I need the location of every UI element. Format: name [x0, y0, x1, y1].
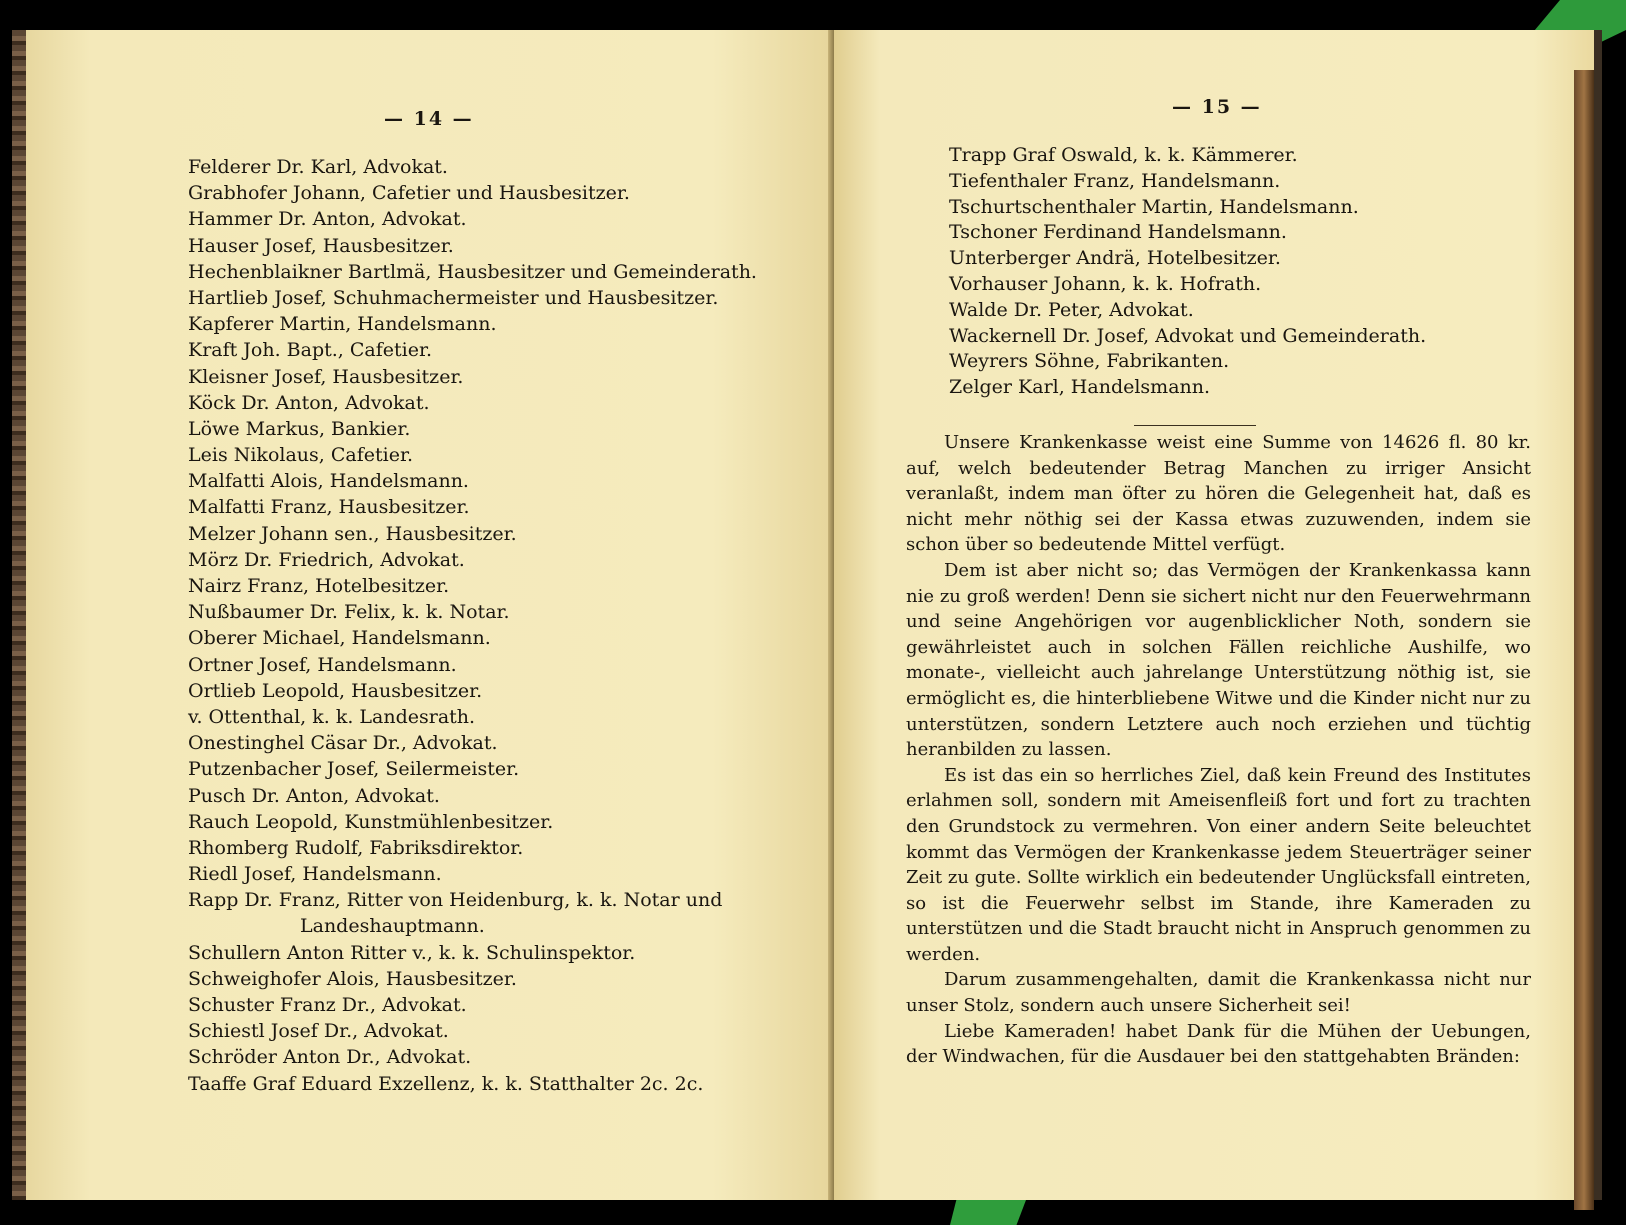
list-item: Rapp Dr. Franz, Ritter von Heidenburg, k. k. Notar und	[188, 889, 723, 912]
list-item: Nairz Franz, Hotelbesitzer.	[188, 575, 450, 597]
list-item: Trapp Graf Oswald, k. k. Kämmerer.	[949, 144, 1298, 166]
list-item: Hammer Dr. Anton, Advokat.	[188, 208, 467, 231]
list-item: Hartlieb Josef, Schuhmachermeister und Hausbesitzer.	[188, 286, 719, 309]
list-item: Tschurtschenthaler Martin, Handelsmann.	[949, 195, 1359, 218]
marbled-cover-edge	[12, 30, 26, 1200]
list-item: Riedl Josef, Handelsmann.	[188, 863, 442, 886]
right-page	[834, 30, 1594, 1200]
list-item: Walde Dr. Peter, Advokat.	[949, 298, 1194, 321]
list-item: Putzenbacher Josef, Seilermeister.	[188, 758, 520, 781]
list-item: Schröder Anton Dr., Advokat.	[188, 1046, 472, 1069]
list-item: Malfatti Franz, Hausbesitzer.	[188, 496, 470, 519]
list-item: Vorhauser Johann, k. k. Hofrath.	[949, 272, 1262, 295]
list-item: Felderer Dr. Karl, Advokat.	[188, 156, 448, 178]
list-item: Grabhofer Johann, Cafetier und Hausbesitzer.	[188, 182, 630, 205]
list-item: Leis Nikolaus, Cafetier.	[188, 444, 413, 467]
list-item: Weyrers Söhne, Fabrikanten.	[949, 350, 1230, 373]
list-item: Kraft Joh. Bapt., Cafetier.	[188, 339, 433, 362]
list-item: Schuster Franz Dr., Advokat.	[188, 994, 467, 1016]
list-item: Onestinghel Cäsar Dr., Advokat.	[188, 732, 498, 755]
list-item: Schullern Anton Ritter v., k. k. Schulinspektor.	[188, 941, 636, 964]
list-item: Zelger Karl, Handelsmann.	[949, 376, 1211, 399]
left-page	[26, 30, 834, 1200]
body-text	[906, 430, 1531, 1070]
paragraph: Unsere Krankenkasse weist eine Summe von 14626 fl. 80 kr. auf, welch bedeutender Betrag Manchen zu irriger Ansicht veranlaßt, indem man öfter zu hören die Gelegenheit hat, daß es nicht mehr nöthig sei der Kassa etwas zuzuwenden, indem sie schon über so bedeutende Mittel verfügt.	[906, 432, 1531, 556]
list-item: Oberer Michael, Handelsmann.	[188, 627, 491, 650]
list-item: Schweighofer Alois, Hausbesitzer.	[188, 967, 517, 990]
list-item: Rauch Leopold, Kunstmühlenbesitzer.	[188, 810, 554, 833]
list-item: Melzer Johann sen., Hausbesitzer.	[188, 522, 517, 545]
member-list-left	[188, 154, 808, 1097]
paragraph: Dem ist aber nicht so; das Vermögen der Krankenkassa kann nie zu groß werden! Denn sie sichert nicht nur den Feuerwehrmann und seine Angehörigen vor augenblicklicher Noth, sondern sie gewährleistet auch in solchen Fällen reichliche Aushilfe, wo monate-, vielleicht auch jahrelange Unterstützung nöthig ist, sie ermöglicht es, die hinterbliebene Witwe und die Kinder nicht nur zu unterstützen, sondern Letztere auch noch erziehen und tüchtig heranbilden zu lassen.	[906, 559, 1531, 761]
list-item: Kleisner Josef, Hausbesitzer.	[188, 365, 464, 388]
list-item: Tschoner Ferdinand Handelsmann.	[949, 221, 1287, 244]
list-item: Taaffe Graf Eduard Exzellenz, k. k. Statthalter 2c. 2c.	[188, 1072, 704, 1095]
list-item: Tiefenthaler Franz, Handelsmann.	[949, 169, 1281, 192]
list-item: Malfatti Alois, Handelsmann.	[188, 470, 469, 493]
page-number-right: — 15 —	[1172, 96, 1262, 118]
list-item: Ortner Josef, Handelsmann.	[188, 653, 457, 676]
list-item: Pusch Dr. Anton, Advokat.	[188, 784, 440, 807]
list-item: Köck Dr. Anton, Advokat.	[188, 391, 430, 414]
book-fore-edge	[1574, 70, 1594, 1210]
list-item: Mörz Dr. Friedrich, Advokat.	[188, 548, 465, 571]
member-list-right	[949, 142, 1509, 400]
list-item-continuation: Landeshauptmann.	[300, 915, 485, 938]
list-item: Kapferer Martin, Handelsmann.	[188, 313, 497, 336]
list-item: Schiestl Josef Dr., Advokat.	[188, 1020, 449, 1043]
list-item: Hauser Josef, Hausbesitzer.	[188, 234, 454, 257]
list-item: Ortlieb Leopold, Hausbesitzer.	[188, 679, 483, 702]
section-divider	[1134, 425, 1256, 426]
paragraph: Darum zusammengehalten, damit die Krankenkassa nicht nur unser Stolz, sondern auch unsere Sicherheit sei!	[906, 969, 1531, 1017]
paragraph: Liebe Kameraden! habet Dank für die Mühen der Uebungen, der Windwachen, für die Ausdauer bei den stattgehabten Bränden:	[906, 1020, 1531, 1068]
list-item: Hechenblaikner Bartlmä, Hausbesitzer und Gemeinderath.	[188, 260, 757, 283]
open-book	[12, 30, 1602, 1200]
page-number-left: — 14 —	[384, 108, 474, 130]
list-item: Löwe Markus, Bankier.	[188, 417, 411, 440]
list-item: Unterberger Andrä, Hotelbesitzer.	[949, 247, 1281, 270]
list-item: v. Ottenthal, k. k. Landesrath.	[188, 705, 476, 728]
list-item: Nußbaumer Dr. Felix, k. k. Notar.	[188, 601, 510, 624]
paragraph: Es ist das ein so herrliches Ziel, daß kein Freund des Institutes erlahmen soll, sondern mit Ameisenfleiß fort und fort zu trachten den Grundstock zu vermehren. Von einer andern Seite beleuchtet kommt das Vermögen der Krankenkasse jedem Steuerträger seiner Zeit zu gute. Sollte wirklich ein bedeutender Unglücksfall eintreten, so ist die Feuerwehr selbst im Stande, ihre Kameraden zu unterstützen und die Stadt braucht nicht in Anspruch genommen zu werden.	[906, 764, 1531, 965]
list-item: Rhomberg Rudolf, Fabriksdirektor.	[188, 836, 524, 859]
list-item: Wackernell Dr. Josef, Advokat und Gemeinderath.	[949, 324, 1427, 347]
